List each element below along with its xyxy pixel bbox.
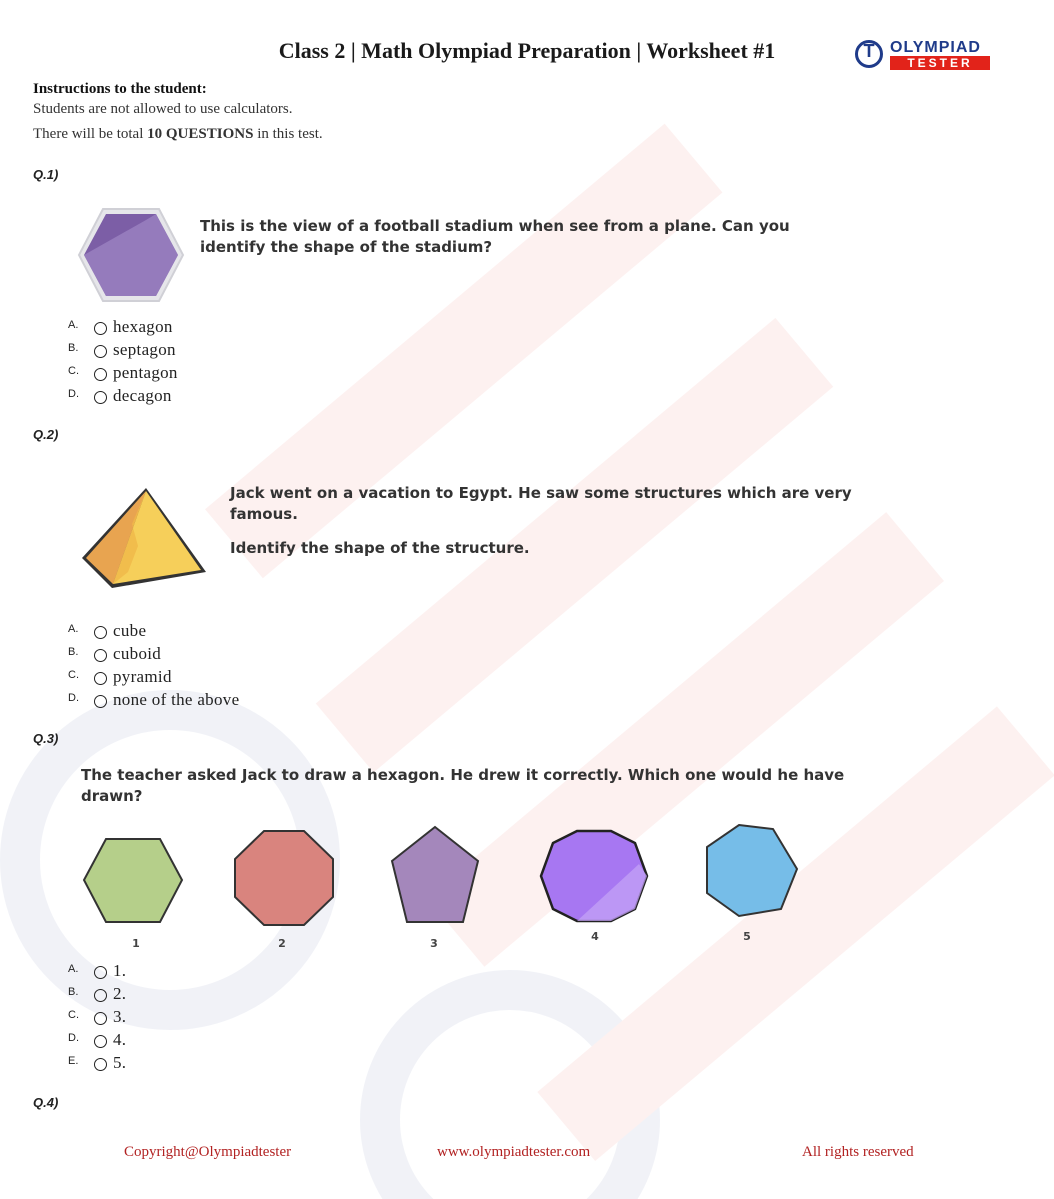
pyramid-icon xyxy=(78,484,210,592)
radio-button[interactable] xyxy=(94,391,107,404)
radio-button[interactable] xyxy=(94,322,107,335)
radio-button[interactable] xyxy=(94,1035,107,1048)
question-text: Jack went on a vacation to Egypt. He saw some structures which are very famous. xyxy=(230,484,852,523)
option-text: pyramid xyxy=(113,667,172,686)
shape-label: 5 xyxy=(743,930,751,943)
violet-decagon-icon xyxy=(539,829,649,923)
option-letter: A. xyxy=(68,623,79,635)
logo-text-top: OLYMPIAD xyxy=(890,39,981,56)
option-letter: C. xyxy=(68,669,79,681)
page-title: Class 2 | Math Olympiad Preparation | Worksheet #1 xyxy=(278,38,776,63)
option-text: 5. xyxy=(113,1053,127,1072)
radio-button[interactable] xyxy=(94,345,107,358)
red-octagon-icon xyxy=(233,829,335,927)
green-hexagon-icon xyxy=(82,837,184,925)
radio-button[interactable] xyxy=(94,672,107,685)
question-number: Q.4) xyxy=(33,1095,59,1110)
option-text: decagon xyxy=(113,386,172,405)
option-text: pentagon xyxy=(113,363,178,382)
logo-t-icon: T xyxy=(863,41,875,61)
footer-website-link[interactable]: www.olympiadtester.com xyxy=(437,1144,591,1160)
olympiad-tester-logo xyxy=(855,39,995,73)
option-text: 2. xyxy=(113,984,127,1003)
radio-button[interactable] xyxy=(94,368,107,381)
option-text: cuboid xyxy=(113,644,162,663)
question-text: The teacher asked Jack to draw a hexagon. He drew it correctly. Which one would he have drawn? xyxy=(81,766,845,805)
shape-label: 4 xyxy=(591,930,599,943)
instructions-total-count: 10 QUESTIONS xyxy=(147,126,254,142)
option-letter: D. xyxy=(68,388,79,400)
question-number: Q.1) xyxy=(33,167,59,182)
option-text: 3. xyxy=(113,1007,127,1026)
option-letter: B. xyxy=(68,986,79,998)
radio-button[interactable] xyxy=(94,966,107,979)
purple-pentagon-icon xyxy=(389,825,481,925)
instructions-heading: Instructions to the student: xyxy=(33,81,207,97)
instructions-total-suffix: in this test. xyxy=(253,126,323,142)
instructions-line-calculators: Students are not allowed to use calculators. xyxy=(33,101,293,117)
option-letter: A. xyxy=(68,963,79,975)
footer-copyright: Copyright@Olympiadtester xyxy=(124,1144,292,1160)
radio-button[interactable] xyxy=(94,626,107,639)
shape-label: 3 xyxy=(430,937,438,950)
option-text: hexagon xyxy=(113,317,173,336)
hexagon-stadium-icon xyxy=(76,206,186,304)
blue-heptagon-icon xyxy=(703,823,799,919)
option-letter: C. xyxy=(68,365,79,377)
option-letter: C. xyxy=(68,1009,79,1021)
logo-text-bottom: TESTER xyxy=(890,56,990,70)
radio-button[interactable] xyxy=(94,989,107,1002)
question-number: Q.3) xyxy=(33,731,59,746)
radio-button[interactable] xyxy=(94,649,107,662)
radio-button[interactable] xyxy=(94,1012,107,1025)
instructions-line-total xyxy=(33,126,323,143)
option-letter: B. xyxy=(68,646,79,658)
option-letter: E. xyxy=(68,1055,79,1067)
option-letter: D. xyxy=(68,1032,79,1044)
question-text: This is the view of a football stadium when see from a plane. Can you identify the shape of the stadium? xyxy=(200,217,790,256)
option-text: none of the above xyxy=(113,690,240,709)
option-text: 1. xyxy=(113,961,127,980)
question-subtext: Identify the shape of the structure. xyxy=(230,539,530,557)
option-text: 4. xyxy=(113,1030,127,1049)
option-letter: D. xyxy=(68,692,79,704)
option-letter: B. xyxy=(68,342,79,354)
instructions-total-prefix: There will be total xyxy=(33,126,148,142)
option-text: cube xyxy=(113,621,147,640)
footer-rights: All rights reserved xyxy=(802,1144,914,1160)
radio-button[interactable] xyxy=(94,1058,107,1071)
option-text: septagon xyxy=(113,340,176,359)
question-number: Q.2) xyxy=(33,427,59,442)
option-letter: A. xyxy=(68,319,79,331)
radio-button[interactable] xyxy=(94,695,107,708)
shape-label: 1 xyxy=(132,937,140,950)
shape-label: 2 xyxy=(278,937,286,950)
